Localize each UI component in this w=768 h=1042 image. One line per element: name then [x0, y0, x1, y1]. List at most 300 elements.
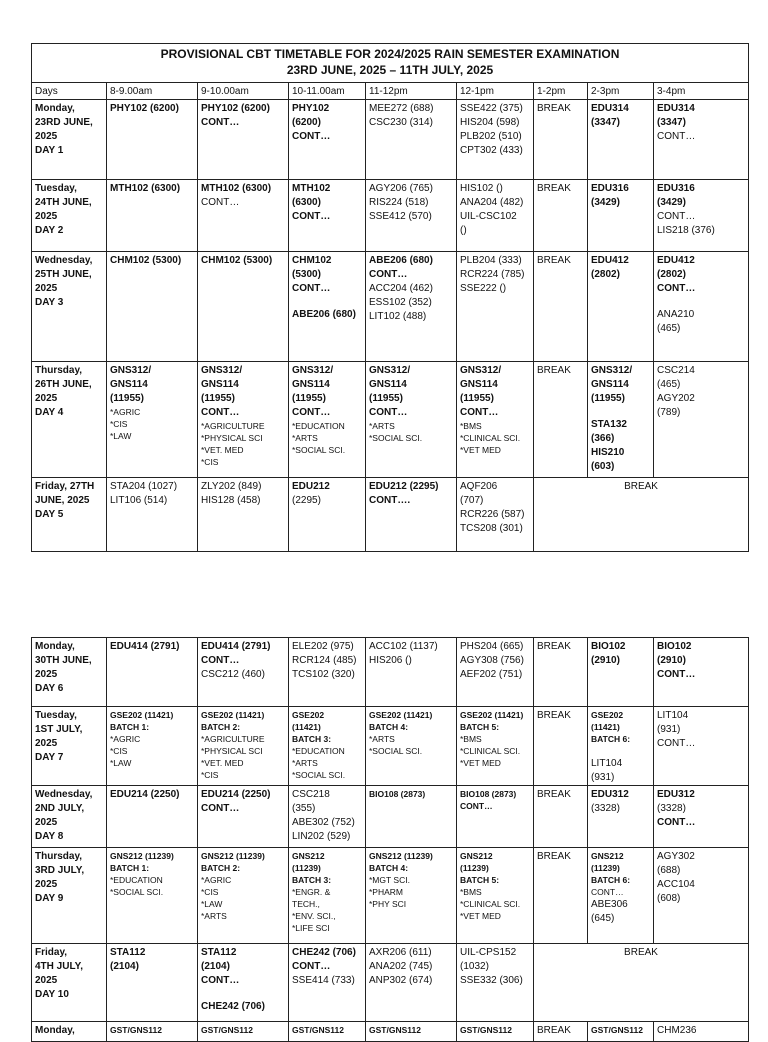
course-entry: GNS312/	[460, 365, 502, 376]
course-entry: (11421)	[591, 722, 620, 732]
day-label: DAY 5	[35, 509, 64, 520]
day-label: DAY 6	[35, 683, 64, 694]
course-entry: GNS312/	[110, 365, 152, 376]
course-entry: *BMS	[460, 421, 482, 431]
course-entry: GSE202 (11421)	[460, 710, 524, 720]
course-entry: CONT…	[591, 887, 624, 897]
course-entry: SSE222 ()	[460, 283, 507, 294]
course-entry: CSC218	[292, 789, 330, 800]
day-label: 2025	[35, 738, 58, 749]
day-label: DAY 1	[35, 145, 64, 156]
course-entry: BATCH 6:	[591, 734, 631, 744]
exam-slot-cell	[588, 848, 654, 944]
course-entry: CHM236	[657, 1025, 697, 1036]
break-label: BREAK	[624, 481, 658, 492]
course-entry: (2104)	[201, 961, 230, 972]
course-entry: CONT…	[201, 655, 240, 666]
course-entry: (2802)	[657, 269, 686, 280]
exam-slot-cell	[198, 478, 289, 552]
exam-slot-cell	[107, 478, 198, 552]
exam-slot-cell	[457, 707, 534, 786]
course-entry: BATCH 2:	[201, 863, 241, 873]
course-entry: CONT…	[460, 801, 493, 811]
course-entry: GST/GNS112	[591, 1025, 643, 1035]
exam-slot-cell	[654, 100, 749, 180]
course-entry: GNS212	[292, 851, 325, 861]
course-entry: (2295)	[292, 495, 321, 506]
title-row	[32, 44, 749, 83]
course-entry: (6200)	[292, 117, 321, 128]
course-entry: (931)	[657, 724, 681, 735]
course-entry: CHM102	[292, 255, 332, 266]
day-row	[32, 786, 749, 848]
exam-slot-cell	[198, 1022, 289, 1042]
course-entry: (2104)	[110, 961, 139, 972]
merged-break-cell	[534, 478, 749, 552]
course-entry: ANA210	[657, 309, 695, 320]
course-entry: (366)	[591, 433, 615, 444]
course-entry: TCS208 (301)	[460, 523, 523, 534]
header-row	[32, 83, 749, 100]
course-entry: GST/GNS112	[460, 1025, 512, 1035]
exam-slot-cell	[289, 180, 366, 252]
exam-slot-cell	[107, 786, 198, 848]
day-label: 23RD JUNE,	[35, 117, 93, 128]
course-entry: (608)	[657, 893, 681, 904]
exam-slot-cell	[198, 362, 289, 478]
course-entry: HIS206 ()	[369, 655, 412, 666]
course-entry: EDU312	[657, 789, 695, 800]
course-entry: (645)	[591, 913, 615, 924]
course-entry: EDU312	[591, 789, 629, 800]
course-entry: *CIS	[201, 457, 219, 467]
course-entry: BATCH 5:	[460, 875, 500, 885]
course-entry: (11955)	[369, 393, 403, 404]
course-entry: (3429)	[591, 197, 620, 208]
exam-slot-cell	[198, 638, 289, 707]
course-entry: (3328)	[591, 803, 620, 814]
exam-slot-cell	[534, 252, 588, 362]
course-entry: *AGRIC	[201, 875, 232, 885]
header-days: Days	[32, 83, 107, 100]
day-cell	[32, 848, 107, 944]
course-entry: GST/GNS112	[369, 1025, 421, 1035]
course-entry: *ARTS	[369, 734, 395, 744]
exam-slot-cell	[289, 362, 366, 478]
course-entry: GNS312/	[292, 365, 334, 376]
course-entry: MTH102 (6300)	[110, 183, 181, 194]
course-entry: (2802)	[591, 269, 620, 280]
course-entry: GNS114	[110, 379, 148, 390]
exam-slot-cell	[289, 848, 366, 944]
course-entry: (1032)	[460, 961, 489, 972]
course-entry: ZLY202 (849)	[201, 481, 262, 492]
break-label: BREAK	[537, 851, 571, 862]
course-entry: GSE202	[292, 710, 325, 720]
exam-slot-cell	[457, 638, 534, 707]
course-entry: *CLINICAL SCI.	[460, 433, 521, 443]
course-entry: GNS114	[292, 379, 330, 390]
day-label: 3RD JULY,	[35, 865, 85, 876]
course-entry: CONT…	[657, 817, 696, 828]
course-entry: HIS204 (598)	[460, 117, 520, 128]
course-entry: PHY102 (6200)	[110, 103, 179, 114]
exam-slot-cell	[654, 786, 749, 848]
course-entry: (465)	[657, 323, 681, 334]
course-entry: *VET MED	[460, 445, 501, 455]
timetable-week-1	[31, 43, 749, 552]
course-entry: *SOCIAL SCI.	[292, 770, 346, 780]
day-row	[32, 638, 749, 707]
course-entry: BATCH 5:	[460, 722, 500, 732]
exam-slot-cell	[107, 362, 198, 478]
day-label: Tuesday,	[35, 710, 77, 721]
course-entry: ANP302 (674)	[369, 975, 433, 986]
exam-slot-cell	[107, 848, 198, 944]
exam-slot-cell	[588, 252, 654, 362]
course-entry: EDU214 (2250)	[110, 789, 180, 800]
course-entry: *AGRIC	[110, 407, 141, 417]
course-entry: ABE206 (680)	[292, 309, 356, 320]
course-entry: CONT…	[292, 283, 331, 294]
course-entry: ACC102 (1137)	[369, 641, 438, 652]
day-label: 2025	[35, 975, 58, 986]
exam-slot-cell	[198, 252, 289, 362]
header-time-slot: 10-11.00am	[289, 83, 366, 100]
course-entry: RIS224 (518)	[369, 197, 429, 208]
exam-slot-cell	[289, 478, 366, 552]
header-time-slot: 11-12pm	[366, 83, 457, 100]
course-entry: *CIS	[110, 746, 128, 756]
exam-slot-cell	[198, 786, 289, 848]
course-entry: *VET. MED	[201, 758, 244, 768]
exam-slot-cell	[534, 848, 588, 944]
course-entry: EDU316	[591, 183, 629, 194]
day-cell	[32, 638, 107, 707]
exam-slot-cell	[457, 848, 534, 944]
course-entry: STA132	[591, 419, 627, 430]
course-entry: SSE422 (375)	[460, 103, 523, 114]
course-entry: (11955)	[110, 393, 144, 404]
header-time-slot: 12-1pm	[457, 83, 534, 100]
course-entry: ACC204 (462)	[369, 283, 433, 294]
break-label: BREAK	[537, 103, 571, 114]
course-entry: (11239)	[460, 863, 489, 873]
course-entry: *EDUCATION	[292, 746, 345, 756]
day-label: Friday, 27TH	[35, 481, 95, 492]
exam-slot-cell	[289, 100, 366, 180]
course-entry: STA112	[201, 947, 237, 958]
course-entry: CONT…	[657, 211, 696, 222]
course-entry: LIT104	[657, 710, 689, 721]
course-entry: *PHYSICAL SCI	[201, 433, 263, 443]
day-label: 2025	[35, 283, 58, 294]
course-entry: BATCH 4:	[369, 722, 409, 732]
exam-slot-cell	[457, 1022, 534, 1042]
course-entry: ABE206 (680)	[369, 255, 433, 266]
exam-slot-cell	[534, 362, 588, 478]
course-entry: HIS210	[591, 447, 625, 458]
course-entry: UIL-CSC102	[460, 211, 517, 222]
course-entry: ANA202 (745)	[369, 961, 433, 972]
course-entry: BATCH 4:	[369, 863, 409, 873]
course-entry: (707)	[460, 495, 484, 506]
course-entry: (789)	[657, 407, 681, 418]
exam-slot-cell	[588, 638, 654, 707]
day-row	[32, 362, 749, 478]
course-entry: GST/GNS112	[292, 1025, 344, 1035]
course-entry: EDU414 (2791)	[201, 641, 271, 652]
course-entry: GST/GNS112	[110, 1025, 162, 1035]
course-entry: (465)	[657, 379, 681, 390]
course-entry: CHE242 (706)	[292, 947, 356, 958]
course-entry: *EDUCATION	[110, 875, 163, 885]
course-entry: GNS114	[460, 379, 498, 390]
day-label: 26TH JUNE,	[35, 379, 92, 390]
course-entry: GNS312/	[591, 365, 633, 376]
course-entry: LIT104	[591, 758, 623, 769]
exam-slot-cell	[366, 707, 457, 786]
course-entry: ABE302 (752)	[292, 817, 355, 828]
spacer	[201, 988, 285, 1000]
course-entry: RCR224 (785)	[460, 269, 525, 280]
course-entry: BATCH 6:	[591, 875, 631, 885]
course-entry: (3347)	[657, 117, 686, 128]
course-entry: SSE412 (570)	[369, 211, 432, 222]
course-entry: PHY102	[292, 103, 330, 114]
exam-slot-cell	[366, 362, 457, 478]
day-label: JUNE, 2025	[35, 495, 90, 506]
exam-slot-cell	[534, 707, 588, 786]
day-cell	[32, 362, 107, 478]
day-cell	[32, 1022, 107, 1042]
course-entry: EDU316	[657, 183, 695, 194]
exam-slot-cell	[107, 944, 198, 1022]
course-entry: LIS218 (376)	[657, 225, 715, 236]
course-entry: (3328)	[657, 803, 686, 814]
course-entry: (3429)	[657, 197, 686, 208]
course-entry: GNS312/	[369, 365, 411, 376]
day-row	[32, 180, 749, 252]
course-entry: UIL-CPS152	[460, 947, 517, 958]
course-entry: *CLINICAL SCI.	[460, 746, 521, 756]
course-entry: BATCH 2:	[201, 722, 241, 732]
exam-slot-cell	[366, 944, 457, 1022]
day-row	[32, 478, 749, 552]
course-entry: CONT…	[292, 131, 331, 142]
course-entry: EDU412	[657, 255, 695, 266]
course-entry: (603)	[591, 461, 615, 472]
course-entry: GNS212 (11239)	[369, 851, 433, 861]
course-entry: AXR206 (611)	[369, 947, 432, 958]
course-entry: AQF206	[460, 481, 498, 492]
exam-slot-cell	[366, 1022, 457, 1042]
course-entry: CHM102 (5300)	[110, 255, 182, 266]
course-entry: SSE414 (733)	[292, 975, 355, 986]
course-entry: RCR226 (587)	[460, 509, 525, 520]
day-label: 30TH JUNE,	[35, 655, 92, 666]
day-cell	[32, 707, 107, 786]
exam-slot-cell	[457, 786, 534, 848]
course-entry: GSE202 (11421)	[369, 710, 433, 720]
day-label: DAY 9	[35, 893, 64, 904]
course-entry: GST/GNS112	[201, 1025, 253, 1035]
header-time-slot: 1-2pm	[534, 83, 588, 100]
day-label: 2025	[35, 817, 58, 828]
day-cell	[32, 786, 107, 848]
exam-slot-cell	[654, 1022, 749, 1042]
course-entry: *ARTS	[369, 421, 395, 431]
course-entry: TCS102 (320)	[292, 669, 355, 680]
course-entry: BIO108 (2873)	[369, 789, 426, 799]
course-entry: CONT…	[201, 197, 240, 208]
course-entry: ABE306	[591, 899, 628, 910]
exam-slot-cell	[107, 252, 198, 362]
header-time-slot: 3-4pm	[654, 83, 749, 100]
day-label: DAY 7	[35, 752, 64, 763]
spacer	[657, 296, 745, 308]
day-row	[32, 707, 749, 786]
week-1-rows	[32, 100, 749, 552]
course-entry: *SOCIAL SCI.	[369, 746, 423, 756]
course-entry: EDU412	[591, 255, 629, 266]
exam-slot-cell	[107, 1022, 198, 1042]
course-entry: *AGRIC	[110, 734, 141, 744]
course-entry: EDU414 (2791)	[110, 641, 180, 652]
course-entry: AEF202 (751)	[460, 669, 523, 680]
course-entry: CPT302 (433)	[460, 145, 523, 156]
course-entry: GSE202 (11421)	[201, 710, 265, 720]
exam-slot-cell	[289, 638, 366, 707]
course-entry: CONT…	[369, 407, 408, 418]
course-entry: *BMS	[460, 734, 482, 744]
course-entry: CONT…	[292, 407, 331, 418]
exam-slot-cell	[198, 944, 289, 1022]
spacer	[591, 745, 650, 757]
course-entry: CONT…	[460, 407, 499, 418]
course-entry: *CIS	[110, 419, 128, 429]
exam-slot-cell	[534, 786, 588, 848]
course-entry: *LAW	[201, 899, 223, 909]
course-entry: SSE332 (306)	[460, 975, 523, 986]
break-label: BREAK	[537, 183, 571, 194]
course-entry: AGY308 (756)	[460, 655, 524, 666]
course-entry: (11955)	[591, 393, 625, 404]
course-entry: AGY206 (765)	[369, 183, 433, 194]
exam-slot-cell	[534, 638, 588, 707]
exam-slot-cell	[588, 707, 654, 786]
exam-slot-cell	[289, 944, 366, 1022]
day-cell	[32, 100, 107, 180]
course-entry: CSC230 (314)	[369, 117, 433, 128]
course-entry: CONT…	[657, 738, 696, 749]
exam-slot-cell	[588, 180, 654, 252]
course-entry: LIT102 (488)	[369, 311, 427, 322]
course-entry: (11239)	[292, 863, 321, 873]
course-entry: *SOCIAL SCI.	[110, 887, 164, 897]
day-label: 25TH JUNE,	[35, 269, 92, 280]
exam-slot-cell	[457, 180, 534, 252]
course-entry: *VET MED	[460, 911, 501, 921]
course-entry: *LAW	[110, 758, 132, 768]
break-label: BREAK	[624, 947, 658, 958]
course-entry: CONT…	[657, 669, 696, 680]
course-entry: *EDUCATION	[292, 421, 345, 431]
day-label: Friday,	[35, 947, 68, 958]
course-entry: *MGT SCI.	[369, 875, 410, 885]
exam-slot-cell	[654, 252, 749, 362]
course-entry: CONT…	[292, 211, 331, 222]
course-entry: (931)	[591, 772, 615, 783]
day-label: Monday,	[35, 103, 75, 114]
exam-slot-cell	[654, 362, 749, 478]
course-entry: *ARTS	[201, 911, 227, 921]
break-label: BREAK	[537, 710, 571, 721]
break-label: BREAK	[537, 365, 571, 376]
course-entry: (355)	[292, 803, 316, 814]
course-entry: STA204 (1027)	[110, 481, 178, 492]
course-entry: CONT…	[657, 131, 696, 142]
course-entry: PLB202 (510)	[460, 131, 522, 142]
course-entry: TECH.,	[292, 899, 320, 909]
course-entry: CSC214	[657, 365, 695, 376]
course-entry: GSE202 (11421)	[110, 710, 174, 720]
day-row	[32, 1022, 749, 1042]
course-entry: BATCH 3:	[292, 875, 332, 885]
day-label: DAY 10	[35, 989, 69, 1000]
course-entry: CONT….	[369, 495, 411, 506]
course-entry: *LAW	[110, 431, 132, 441]
course-entry: BIO102	[657, 641, 692, 652]
exam-slot-cell	[198, 180, 289, 252]
day-label: 2025	[35, 669, 58, 680]
course-entry: (11955)	[201, 393, 235, 404]
course-entry: CSC212 (460)	[201, 669, 265, 680]
exam-slot-cell	[654, 638, 749, 707]
exam-slot-cell	[366, 848, 457, 944]
header-time-slot: 2-3pm	[588, 83, 654, 100]
course-entry: (2910)	[591, 655, 620, 666]
course-entry: *SOCIAL SCI.	[369, 433, 423, 443]
course-entry: STA112	[110, 947, 146, 958]
exam-slot-cell	[457, 362, 534, 478]
course-entry: *CIS	[201, 887, 219, 897]
course-entry: *ENGR. &	[292, 887, 331, 897]
course-entry: (688)	[657, 865, 681, 876]
exam-slot-cell	[588, 1022, 654, 1042]
course-entry: GSE202	[591, 710, 624, 720]
course-entry: BIO102	[591, 641, 626, 652]
course-entry: *PHYSICAL SCI	[201, 746, 263, 756]
course-entry: GNS114	[369, 379, 407, 390]
header-time-slot: 9-10.00am	[198, 83, 289, 100]
day-label: DAY 3	[35, 297, 64, 308]
course-entry: *SOCIAL SCI.	[292, 445, 346, 455]
day-label: Monday,	[35, 1025, 75, 1036]
course-entry: (11421)	[292, 722, 321, 732]
course-entry: (2910)	[657, 655, 686, 666]
spacer	[292, 296, 362, 308]
day-label: Thursday,	[35, 365, 83, 376]
course-entry: EDU212	[292, 481, 330, 492]
course-entry: GNS212 (11239)	[110, 851, 174, 861]
course-entry: BATCH 1:	[110, 863, 150, 873]
timetable-week-2	[31, 637, 749, 1042]
course-entry: PHY102 (6200)	[201, 103, 270, 114]
exam-slot-cell	[588, 362, 654, 478]
course-entry: CHE242 (706)	[201, 1001, 265, 1012]
exam-slot-cell	[457, 100, 534, 180]
